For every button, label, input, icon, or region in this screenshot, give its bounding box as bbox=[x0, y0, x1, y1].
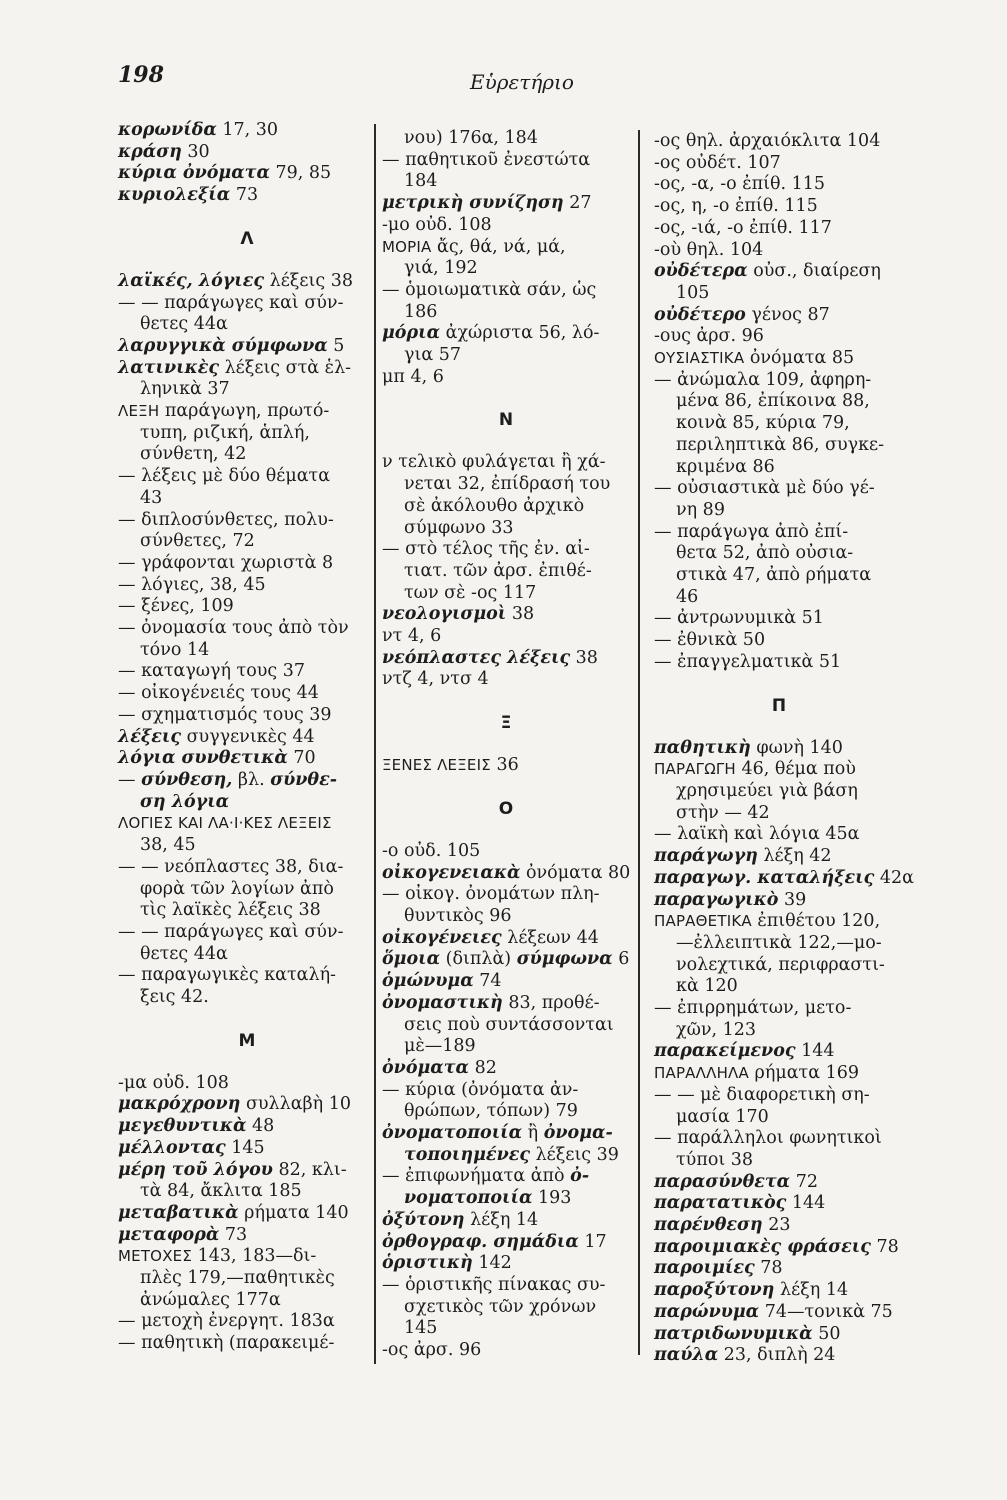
index-column-2 bbox=[382, 128, 630, 1362]
index-entry-line: ντ 4, 6 bbox=[382, 626, 442, 647]
index-entry-line: — ἐπαγγελματικὰ 51 bbox=[654, 651, 842, 672]
index-entry-line: — ξένες, 109 bbox=[118, 596, 234, 617]
section-letter: Ο bbox=[498, 798, 514, 819]
index-entry-line: τὰ 84, ἄκλιτα 185 bbox=[140, 1181, 302, 1202]
index-entry-line: μεγεθυντικὰ 48 bbox=[118, 1116, 275, 1137]
index-entry-line: παρακείμενος 144 bbox=[654, 1041, 835, 1062]
index-entry-line: νη 89 bbox=[676, 499, 725, 520]
index-entry-line: θετες 44α bbox=[140, 943, 228, 964]
index-entry-line: — οἰκογένειές τους 44 bbox=[118, 683, 319, 704]
index-entry-line: -ος, -α, -ο ἐπίθ. 115 bbox=[654, 174, 826, 195]
index-entry-line: — ἐπιφωνήματα ἀπὸ ὀ- bbox=[382, 1166, 590, 1187]
index-entry-line: νεται 32, ἐπίδρασή του bbox=[404, 474, 611, 495]
index-entry-line: —ἐλλειπτικὰ 122,—μο- bbox=[676, 932, 882, 953]
index-entry-line: παύλα 23, διπλὴ 24 bbox=[654, 1345, 836, 1366]
section-letter: Ν bbox=[498, 410, 514, 431]
index-entry-line: σχετικὸς τῶν χρόνων bbox=[404, 1296, 597, 1317]
index-entry-line: χρησιμεύει γιὰ βάση bbox=[676, 780, 858, 801]
index-entry-line: -οὺ θηλ. 104 bbox=[654, 239, 764, 260]
section-letter: Μ bbox=[238, 1030, 256, 1051]
index-entry-line: περιληπτικὰ 86, συγκε- bbox=[676, 434, 885, 455]
index-entry-line: — σχηματισμός τους 39 bbox=[118, 704, 332, 725]
index-entry-line: κύρια ὀνόματα 79, 85 bbox=[118, 163, 332, 184]
index-entry-line: θρώπων, τόπων) 79 bbox=[404, 1101, 578, 1122]
index-entry-line: -ος θηλ. ἀρχαιόκλιτα 104 bbox=[654, 131, 881, 151]
index-entry-line: — — παράγωγες καὶ σύν- bbox=[118, 292, 344, 313]
index-entry-line: παραγωγικὸ 39 bbox=[654, 889, 807, 910]
index-entry-line: — ἐπιρρημάτων, μετο- bbox=[654, 998, 852, 1019]
index-entry-line: 184 bbox=[404, 171, 438, 192]
index-entry-line: ΛΟΓΙΕΣ ΚΑΙ ΛΑ·Ι·ΚΕΣ ΛΕΞΕΙΣ bbox=[118, 814, 332, 833]
index-entry-line: ση λόγια bbox=[140, 791, 230, 812]
section-letter: Λ bbox=[240, 228, 254, 249]
index-entry-line: μεταφορὰ 73 bbox=[118, 1224, 248, 1245]
index-entry-line: παροιμίες 78 bbox=[654, 1258, 783, 1279]
index-entry-line: παρασύνθετα 72 bbox=[654, 1171, 818, 1192]
index-entry-line: μακρόχρονη συλλαβὴ 10 bbox=[118, 1094, 351, 1115]
index-entry-line: τύποι 38 bbox=[676, 1149, 754, 1170]
index-entry-line: — οὐσιαστικὰ μὲ δύο γέ- bbox=[654, 478, 875, 499]
index-entry-line: -μα οὐδ. 108 bbox=[118, 1072, 229, 1093]
page-number: 198 bbox=[118, 62, 164, 88]
index-entry-line: -ος οὐδέτ. 107 bbox=[654, 152, 781, 173]
index-entry-line: κριμένα 86 bbox=[676, 456, 775, 477]
index-entry-line: στὴν — 42 bbox=[676, 802, 770, 823]
index-entry-line: — παραγωγικὲς καταλή- bbox=[118, 965, 336, 986]
index-entry-line: λαϊκές, λόγιες λέξεις 38 bbox=[118, 270, 353, 291]
index-entry-line: — ἐθνικὰ 50 bbox=[654, 630, 766, 651]
index-entry-line: ΛΕΞΗ παράγωγη, πρωτό- bbox=[118, 401, 330, 422]
index-entry-line: μέρη τοῦ λόγου 82, κλι- bbox=[118, 1159, 347, 1180]
index-entry-line: ν τελικὸ φυλάγεται ἢ χά- bbox=[382, 452, 606, 473]
index-entry-line: — γράφονται χωριστὰ 8 bbox=[118, 552, 334, 573]
index-entry-line: ὀρθογραφ. σημάδια 17 bbox=[382, 1231, 607, 1252]
index-entry-line: ὁριστικὴ 142 bbox=[382, 1253, 512, 1274]
index-entry-line: στικὰ 47, ἀπὸ ρήματα bbox=[676, 565, 872, 586]
index-entry-line: — ἀντρωνυμικὰ 51 bbox=[654, 608, 824, 629]
index-entry-line: — στὸ τέλος τῆς ἐν. αἰ- bbox=[382, 539, 590, 560]
index-column-3 bbox=[654, 131, 914, 1367]
index-entry-line: ΜΟΡΙΑ ἄς, θά, νά, μά, bbox=[382, 236, 566, 257]
index-entry-line: — μετοχὴ ἐνεργητ. 183α bbox=[118, 1311, 335, 1332]
index-entry-line: ἀνώμαλες 177α bbox=[140, 1289, 281, 1310]
index-entry-line: μεταβατικὰ ρήματα 140 bbox=[118, 1202, 349, 1223]
index-entry-line: τυπη, ριζική, ἁπλή, bbox=[140, 422, 310, 443]
index-entry-line: σὲ ἀκόλουθο ἀρχικὸ bbox=[404, 495, 585, 516]
index-entry-line: λαρυγγικὰ σύμφωνα 5 bbox=[118, 335, 345, 356]
index-entry-line: λόγια συνθετικὰ 70 bbox=[118, 748, 316, 769]
index-entry-line: — ὁριστικῆς πίνακας συ- bbox=[382, 1274, 606, 1295]
index-entry-line: μασία 170 bbox=[676, 1106, 769, 1127]
index-entry-line: ὁμώνυμα 74 bbox=[382, 971, 502, 992]
index-entry-line: θετα 52, ἀπὸ οὐσια- bbox=[676, 543, 854, 564]
index-entry-line: — καταγωγή τους 37 bbox=[118, 661, 306, 682]
index-entry-line: ΞΕΝΕΣ ΛΕΞΕΙΣ 36 bbox=[382, 755, 519, 776]
index-entry-line: -ο οὐδ. 105 bbox=[382, 840, 481, 861]
index-entry-line: — παθητικὴ (παρακειμέ- bbox=[118, 1333, 335, 1354]
index-entry-line: σύμφωνο 33 bbox=[404, 517, 514, 538]
index-entry-line: κὰ 120 bbox=[676, 976, 738, 997]
index-entry-line: σεις ποὺ συντάσσονται bbox=[404, 1014, 614, 1035]
index-entry-line: παράγωγη λέξη 42 bbox=[654, 846, 832, 867]
index-entry-line: — σύνθεση, βλ. σύνθε- bbox=[118, 769, 337, 790]
index-entry-line: τὶς λαϊκὲς λέξεις 38 bbox=[140, 900, 321, 921]
index-entry-line: νεολογισμοὶ 38 bbox=[382, 604, 535, 625]
index-entry-line: ὀνομαστικὴ 83, προθέ- bbox=[382, 992, 600, 1013]
index-entry-line: — — μὲ διαφορετικὴ ση- bbox=[654, 1084, 870, 1105]
index-entry-line: — ὁμοιωματικὰ σάν, ὡς bbox=[382, 279, 597, 300]
index-entry-line: σύνθετες, 72 bbox=[140, 531, 255, 552]
index-entry-line: 38, 45 bbox=[140, 835, 196, 856]
index-entry-line: πατριδωνυμικὰ 50 bbox=[654, 1323, 841, 1344]
index-entry-line: — ἀνώμαλα 109, ἀφηρη- bbox=[654, 369, 872, 390]
index-entry-line: — λέξεις μὲ δύο θέματα bbox=[118, 466, 331, 487]
index-entry-line: λέξεις συγγενικὲς 44 bbox=[118, 726, 315, 747]
index-entry-line: ΠΑΡΑΛΛΗΛΑ ρήματα 169 bbox=[654, 1063, 859, 1084]
section-letter: Ξ bbox=[500, 713, 512, 734]
index-entry-line: παρατατικὸς 144 bbox=[654, 1193, 826, 1214]
index-entry-line: — — νεόπλαστες 38, δια- bbox=[118, 856, 344, 877]
index-entry-line: ΟΥΣΙΑΣΤΙΚΑ ὀνόματα 85 bbox=[654, 348, 855, 369]
column-divider-2 bbox=[638, 130, 640, 1355]
index-entry-line: — παράλληλοι φωνητικοὶ bbox=[654, 1128, 882, 1149]
index-entry-line: σύνθετη, 42 bbox=[140, 444, 247, 465]
index-entry-line: 105 bbox=[676, 282, 710, 303]
index-entry-line: -ος, η, -ο ἐπίθ. 115 bbox=[654, 196, 818, 217]
index-entry-line: των σὲ -ος 117 bbox=[404, 582, 537, 603]
index-entry-line: ΠΑΡΑΓΩΓΗ 46, θέμα ποὺ bbox=[654, 759, 856, 780]
index-entry-line: 46 bbox=[676, 586, 699, 607]
index-entry-line: -μο οὐδ. 108 bbox=[382, 214, 492, 235]
index-entry-line: παρώνυμα 74—τονικὰ 75 bbox=[654, 1301, 893, 1322]
index-entry-line: μετρικὴ συνίζηση 27 bbox=[382, 193, 592, 214]
index-entry-line: ὅμοια (διπλὰ) σύμφωνα 6 bbox=[382, 949, 630, 970]
index-entry-line: — λόγιες, 38, 45 bbox=[118, 574, 266, 595]
index-entry-line: — — παράγωγες καὶ σύν- bbox=[118, 921, 344, 942]
index-entry-line: τόνο 14 bbox=[140, 639, 210, 660]
index-entry-line: — ὀνομασία τους ἀπὸ τὸν bbox=[118, 618, 349, 639]
index-column-1 bbox=[118, 120, 376, 1355]
index-entry-line: νεόπλαστες λέξεις 38 bbox=[382, 647, 598, 668]
index-entry-line: ΠΑΡΑΘΕΤΙΚΑ ἐπιθέτου 120, bbox=[654, 911, 881, 932]
index-entry-line: κράση 30 bbox=[118, 141, 210, 162]
index-entry-line: πλὲς 179,—παθητικὲς bbox=[140, 1268, 335, 1289]
index-entry-line: μένα 86, ἐπίκοινα 88, bbox=[676, 391, 870, 412]
index-entry-line: — διπλοσύνθετες, πολυ- bbox=[118, 509, 334, 530]
index-entry-line: μέλλοντας 145 bbox=[118, 1137, 265, 1158]
index-entry-line: μπ 4, 6 bbox=[382, 366, 444, 387]
index-entry-line: για 57 bbox=[404, 345, 461, 366]
index-entry-line: παραγωγ. καταλήξεις 42α bbox=[654, 867, 914, 888]
index-entry-line: -ος, -ιά, -ο ἐπίθ. 117 bbox=[654, 217, 832, 238]
index-entry-line: νοματοποιία 193 bbox=[404, 1188, 572, 1209]
index-entry-line: παρένθεση 23 bbox=[654, 1215, 791, 1236]
index-entry-line: παθητικὴ φωνὴ 140 bbox=[654, 737, 843, 758]
index-entry-line: οὐδέτερο γένος 87 bbox=[654, 304, 830, 325]
index-entry-line: οἰκογένειες λέξεων 44 bbox=[382, 927, 599, 948]
index-entry-line: — κύρια (ὀνόματα ἀν- bbox=[382, 1079, 579, 1100]
index-entry-line: χῶν, 123 bbox=[676, 1019, 757, 1040]
running-title: Εὑρετήριο bbox=[470, 70, 574, 94]
index-entry-line: παροξύτονη λέξη 14 bbox=[654, 1280, 849, 1301]
index-entry-line: 186 bbox=[404, 301, 438, 322]
index-entry-line: νου) 176α, 184 bbox=[404, 128, 538, 148]
index-entry-line: ΜΕΤΟΧΕΣ 143, 183—δι- bbox=[118, 1246, 317, 1267]
section-letter: Π bbox=[771, 695, 787, 716]
index-entry-line: 43 bbox=[140, 487, 163, 508]
index-entry-line: ὀνοματοποιία ἢ ὀνομα- bbox=[382, 1123, 613, 1144]
index-entry-line: οὐδέτερα οὐσ., διαίρεση bbox=[654, 261, 881, 282]
index-entry-line: ντζ 4, ντσ 4 bbox=[382, 669, 489, 690]
index-entry-line: — παθητικοῦ ἐνεστώτα bbox=[382, 149, 591, 170]
index-entry-line: -ους ἀρσ. 96 bbox=[654, 326, 764, 347]
index-entry-line: — οἰκογ. ὀνομάτων πλη- bbox=[382, 884, 600, 905]
index-entry-line: ξεις 42. bbox=[140, 987, 209, 1008]
index-entry-line: φορὰ τῶν λογίων ἀπὸ bbox=[140, 878, 334, 899]
index-entry-line: γιά, 192 bbox=[404, 258, 478, 279]
index-entry-line: τιατ. τῶν ἀρσ. ἐπιθέ- bbox=[404, 560, 592, 581]
index-entry-line: 145 bbox=[404, 1318, 438, 1339]
index-entry-line: κορωνίδα 17, 30 bbox=[118, 120, 279, 140]
index-entry-line: ὀξύτονη λέξη 14 bbox=[382, 1209, 539, 1230]
index-entry-line: νολεχτικά, περιφραστι- bbox=[676, 954, 885, 975]
index-entry-line: θυντικὸς 96 bbox=[404, 905, 512, 926]
index-entry-line: λατινικὲς λέξεις στὰ ἑλ- bbox=[118, 357, 352, 378]
index-entry-line: κοινὰ 85, κύρια 79, bbox=[676, 413, 850, 434]
index-entry-line: ληνικὰ 37 bbox=[140, 379, 230, 400]
index-entry-line: ὀνόματα 82 bbox=[382, 1057, 497, 1078]
index-entry-line: -ος ἀρσ. 96 bbox=[382, 1340, 482, 1361]
index-entry-line: — λαϊκὴ καὶ λόγια 45α bbox=[654, 824, 860, 845]
index-entry-line: μόρια ἀχώριστα 56, λό- bbox=[382, 323, 600, 344]
index-entry-line: παροιμιακὲς φράσεις 78 bbox=[654, 1236, 899, 1257]
index-entry-line: μὲ—189 bbox=[404, 1036, 476, 1057]
index-entry-line: θετες 44α bbox=[140, 314, 228, 335]
index-entry-line: κυριολεξία 73 bbox=[118, 185, 259, 206]
index-entry-line: τοποιημένες λέξεις 39 bbox=[404, 1144, 619, 1165]
index-entry-line: — παράγωγα ἀπὸ ἐπί- bbox=[654, 521, 849, 542]
index-entry-line: οἰκογενειακὰ ὀνόματα 80 bbox=[382, 862, 631, 883]
